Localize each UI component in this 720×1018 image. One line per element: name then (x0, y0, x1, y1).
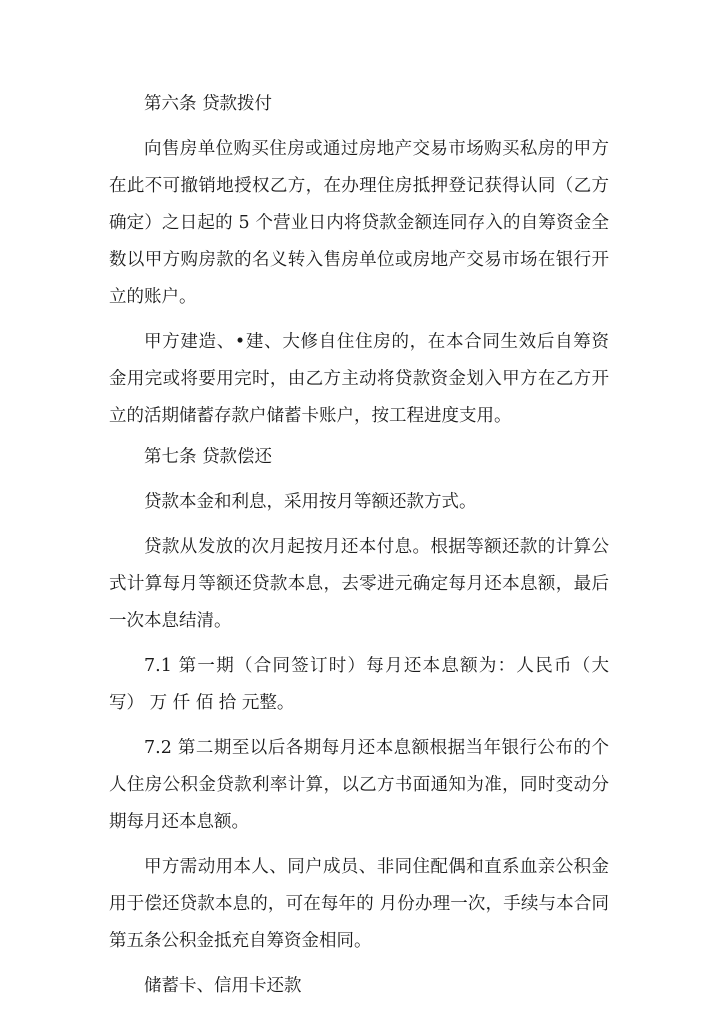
article-6-paragraph-2: 甲方建造、•建、大修自住住房的，在本合同生效后自筹资金用完或将要用完时，由乙方主动将贷款资金划入甲方在乙方开立的活期储蓄存款户储蓄卡账户，按工程进度支用。 (109, 332, 609, 426)
article-7-heading: 第七条 贷款偿还 (144, 447, 273, 467)
clause-7-2: 7.2 第二期至以后各期每月还本息额根据当年银行公布的个人住房公积金贷款利率计算，以乙方书面通知为准，同时变动分期每月还本息额。 (109, 738, 609, 832)
article-7-paragraph-1: 贷款本金和利息，采用按月等额还款方式。 (144, 492, 477, 512)
article-7-paragraph-3: 甲方需动用本人、同户成员、非同住配偶和直系血亲公积金用于偿还贷款本息的，可在每年的 月份办理一次，手续与本合同第五条公积金抵充自筹资金相同。 (109, 857, 609, 951)
clause-7-1: 7.1 第一期（合同签订时）每月还本息额为：人民币（大写） 万 仟 佰 拾 元整。 (109, 656, 609, 713)
article-6-paragraph-1: 向售房单位购买住房或通过房地产交易市场购买私房的甲方在此不可撤销地授权乙方，在办理住房抵押登记获得认同（乙方确定）之日起的 5 个营业日内将贷款金额连同存入的自筹资金全数以甲方购房款的名义转入售房单位或房地产交易市场在银行开立的账户。 (109, 139, 609, 307)
document-page (109, 86, 609, 1005)
article-7-paragraph-4: 储蓄卡、信用卡还款 (144, 976, 302, 996)
article-6-heading: 第六条 贷款拨付 (144, 94, 273, 114)
article-7-paragraph-2: 贷款从发放的次月起按月还本付息。根据等额还款的计算公式计算每月等额还贷款本息，去零进元确定每月还本息额，最后一次本息结清。 (109, 537, 609, 631)
